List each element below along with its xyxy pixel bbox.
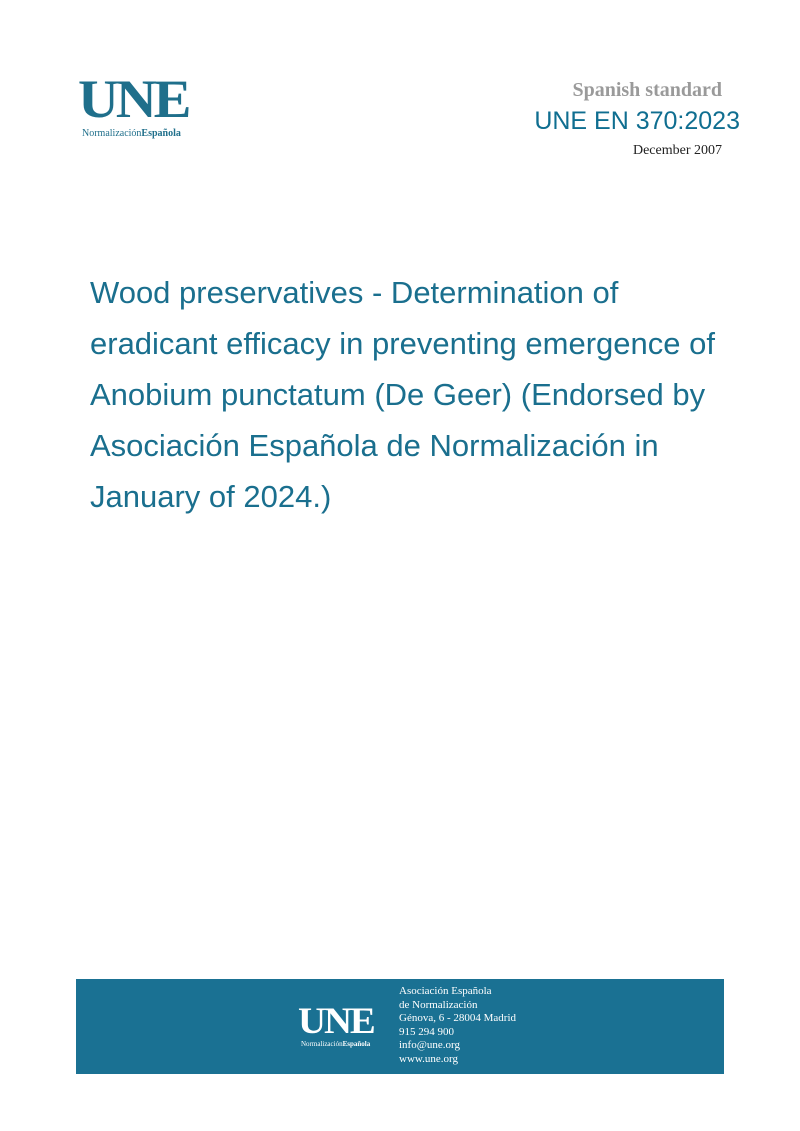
publication-date: December 2007 [632,143,722,158]
contact-email[interactable]: info@une.org [399,1039,460,1051]
contact-org-name-line1: Asociación Española [399,985,492,997]
contact-website[interactable]: www.une.org [399,1052,458,1065]
une-logo-tagline-part2: Española [141,128,181,139]
une-logo-tagline [82,128,181,140]
standard-code: UNE EN 370:2023 [534,107,740,135]
contact-address: Génova, 6 - 28004 Madrid [399,1012,517,1024]
contact-org-name-line2: de Normalización [399,998,478,1011]
une-logo-tagline-part1: Normalización [82,128,142,139]
une-logo [78,69,193,144]
footer-une-logo-wordmark: UNE [298,1001,374,1042]
footer-band [76,979,724,1074]
document-type: Spanish standard [572,79,722,101]
contact-info [399,985,516,1066]
une-logo-wordmark: UNE [78,69,189,129]
footer-une-logo-tagline-part2: Española [342,1040,371,1048]
contact-phone: 915 294 900 [399,1025,454,1038]
footer-une-logo-tagline-part1: Normalización [301,1040,343,1048]
footer-une-logo-tagline [301,1040,370,1049]
document-title: Wood preservatives - Determination of eradicant efficacy in preventing emergence of Anobium punctatum (De Geer) (Endorsed by Asociación Española de Normalización in January of 2024.) [90,275,715,514]
footer-une-logo [298,1003,388,1051]
